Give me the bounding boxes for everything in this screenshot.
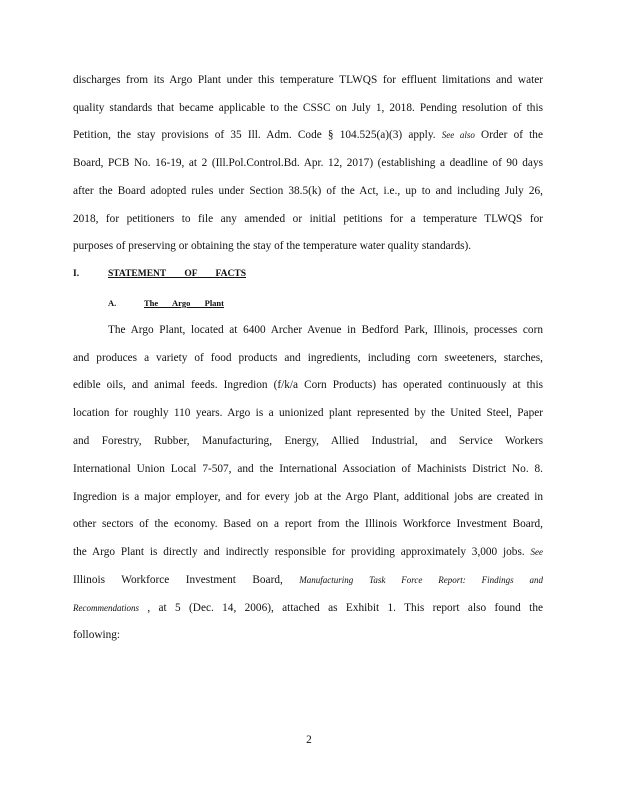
paragraph-line: Board, PCB No. 16-19, at 2 (Ill.Pol.Control.Bd. Apr. 12, 2017) (establishing a deadline of 90 days [73,157,543,169]
paragraph-line: Ingredion is a major employer, and for every job at the Argo Plant, additional jobs are created in [73,491,543,503]
paragraph-text: Illinois Workforce Investment Board, [73,574,283,586]
paragraph-line: 2018, for petitioners to file any amended or initial petitions for a temperature TLWQS for [73,213,543,225]
paragraph-line: and Forestry, Rubber, Manufacturing, Energy, Allied Industrial, and Service Workers [73,435,543,447]
section-number: I. [73,269,80,279]
paragraph-line [73,601,543,615]
paragraph-line: location for roughly 110 years. Argo is a unionized plant represented by the United Steel, Paper [73,407,543,419]
subsection-title: The Argo Plant [144,298,224,308]
citation-title: Manufacturing Task Force Report: Findings and [299,575,543,585]
subsection-letter: A. [108,298,117,308]
paragraph-line: The Argo Plant, located at 6400 Archer Avenue in Bedford Park, Illinois, processes corn [108,324,543,336]
paragraph-line [73,573,543,587]
paragraph-text: Petition, the stay provisions of 35 Ill. Adm. Code § 104.525(a)(3) apply. [73,129,436,141]
paragraph-line [73,128,543,142]
citation-signal: See [530,547,543,557]
paragraph-line: quality standards that became applicable to the CSSC on July 1, 2018. Pending resolution of this [73,102,543,114]
paragraph-text: the Argo Plant is directly and indirectly responsible for providing approximately 3,000 jobs. [73,546,525,558]
citation-title: Recommendations [73,603,139,613]
paragraph-text: Order of the [481,129,543,141]
paragraph-text: , at 5 (Dec. 14, 2006), attached as Exhibit 1. This report also found the [147,602,543,614]
paragraph-line: and produces a variety of food products and ingredients, including corn sweeteners, starches, [73,352,543,364]
citation-signal: See also [441,130,475,140]
paragraph-line: discharges from its Argo Plant under this temperature TLWQS for effluent limitations and water [73,74,543,86]
paragraph-line: other sectors of the economy. Based on a report from the Illinois Workforce Investment Board, [73,518,543,530]
paragraph-line [73,545,543,559]
paragraph-line: International Union Local 7-507, and the International Association of Machinists District No. 8. [73,463,543,475]
paragraph-line: after the Board adopted rules under Section 38.5(k) of the Act, i.e., up to and including July 26, [73,185,543,197]
paragraph-line: purposes of preserving or obtaining the stay of the temperature water quality standards). [73,240,472,252]
section-title: STATEMENT OF FACTS [108,269,246,279]
paragraph-line: following: [73,629,121,641]
paragraph-line: edible oils, and animal feeds. Ingredion (f/k/a Corn Products) has operated continuously at this [73,379,543,391]
page-number: 2 [306,734,312,746]
